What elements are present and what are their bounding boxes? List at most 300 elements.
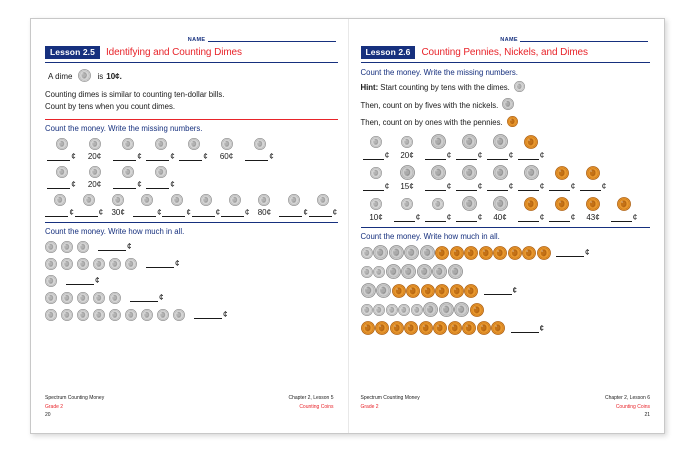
answer-blank[interactable] — [549, 213, 570, 222]
exercise-row — [361, 196, 651, 222]
dime-def-pre: A dime — [48, 72, 73, 81]
answer-blank[interactable] — [611, 213, 632, 222]
answer-cell — [423, 182, 454, 191]
name-rule — [520, 40, 648, 42]
answer-cell — [243, 152, 276, 161]
footer-topic: Counting Coins — [299, 403, 334, 410]
dime-icon — [221, 138, 233, 150]
exercise-row — [361, 245, 651, 260]
answer-cell — [392, 151, 423, 160]
left-page — [31, 19, 348, 433]
dime-icon — [112, 194, 124, 206]
answer-cell — [279, 208, 308, 217]
nickel-icon — [431, 165, 446, 180]
exercise-row — [45, 194, 338, 217]
answer-blank[interactable] — [146, 180, 169, 189]
answer-slot — [511, 324, 544, 333]
dime-icon — [411, 304, 423, 316]
dime-icon — [171, 194, 183, 206]
dime-icon — [258, 194, 270, 206]
penny-icon — [522, 246, 536, 260]
coin-cell — [361, 136, 392, 148]
penny-icon — [555, 166, 569, 180]
penny-icon — [508, 246, 522, 260]
answer-cell — [250, 208, 279, 217]
exercise-row — [45, 138, 338, 161]
penny-icon — [493, 246, 507, 260]
answer-cell — [162, 208, 191, 217]
answer-cell — [392, 182, 423, 191]
answer-sequence — [361, 213, 651, 222]
cents-symbol: ¢ — [508, 151, 514, 160]
instruction-how-much-in-all: Count the money. Write how much in all. — [45, 226, 185, 236]
nickel-icon — [417, 264, 432, 279]
exercise-row — [361, 302, 651, 317]
dime-icon — [77, 309, 89, 321]
dime-icon — [370, 167, 382, 179]
answer-cell — [78, 180, 111, 189]
dime-icon — [155, 138, 167, 150]
nickel-icon — [432, 264, 447, 279]
answer-cell — [210, 152, 243, 161]
answer-cell — [547, 182, 578, 191]
nickel-icon — [376, 283, 391, 298]
dime-icon — [141, 194, 153, 206]
answer-blank[interactable] — [556, 248, 584, 257]
answer-cell — [454, 151, 485, 160]
cents-symbol: ¢ — [175, 259, 180, 269]
coin-cell — [162, 194, 191, 206]
nickel-icon — [462, 165, 477, 180]
coin-cell — [45, 194, 74, 206]
instruction-how-much-in-all: Count the money. Write how much in all. — [360, 232, 500, 241]
cents-symbol: ¢ — [384, 182, 390, 191]
answer-value: 60¢ — [219, 151, 234, 161]
hint-label: Hint: — [360, 83, 379, 92]
answer-slot — [98, 242, 131, 251]
dime-icon — [361, 247, 373, 259]
instruction-missing-numbers: Count the money. Write the missing numbers. — [360, 68, 518, 77]
cents-symbol: ¢ — [539, 213, 545, 222]
nickel-icon — [386, 264, 401, 279]
dime-icon — [401, 136, 413, 148]
coin-cell — [104, 194, 133, 206]
answer-slot — [556, 248, 589, 257]
answer-blank[interactable] — [394, 213, 415, 222]
total-exercise — [45, 292, 338, 304]
answer-blank[interactable] — [113, 152, 136, 161]
penny-icon — [586, 197, 600, 211]
answer-cell — [609, 213, 640, 222]
penny-icon — [361, 321, 375, 335]
answer-cell — [361, 213, 392, 222]
penny-icon — [375, 321, 389, 335]
nickel-icon — [420, 245, 435, 260]
answer-sequence — [361, 151, 651, 160]
nickel-icon — [462, 196, 477, 211]
section-rule-navy — [45, 222, 338, 223]
dime-icon — [157, 309, 169, 321]
answer-blank[interactable] — [47, 152, 70, 161]
dime-icon — [122, 138, 134, 150]
answer-blank[interactable] — [245, 152, 268, 161]
dime-icon — [125, 309, 137, 321]
answer-blank[interactable] — [363, 182, 384, 191]
dime-icon — [45, 241, 57, 253]
nickel-icon — [401, 264, 416, 279]
cents-symbol: ¢ — [570, 182, 576, 191]
cents-symbol: ¢ — [477, 151, 483, 160]
answer-blank[interactable] — [279, 208, 302, 217]
answer-blank[interactable] — [518, 182, 539, 191]
lesson-badge: Lesson 2.6 — [361, 46, 416, 59]
penny-icon — [491, 321, 505, 335]
answer-cell — [221, 208, 250, 217]
answer-value: 20¢ — [87, 179, 102, 189]
nickel-icon — [373, 245, 388, 260]
penny-icon — [419, 321, 433, 335]
penny-icon — [507, 116, 518, 129]
footer-topic: Counting Coins — [615, 403, 650, 410]
name-rule — [208, 40, 336, 42]
dime-icon — [373, 304, 385, 316]
exercise-row — [361, 321, 651, 335]
dime-def-mid: is — [97, 72, 104, 81]
cents-symbol: ¢ — [71, 151, 76, 161]
answer-blank[interactable] — [518, 213, 539, 222]
answer-value: 10¢ — [369, 213, 383, 222]
answer-blank[interactable] — [363, 151, 384, 160]
dime-icon — [45, 258, 57, 270]
coin-cell — [221, 194, 250, 206]
answer-cell — [547, 213, 578, 222]
cents-symbol: ¢ — [223, 310, 228, 320]
dime-icon — [45, 275, 57, 287]
cents-symbol: ¢ — [69, 207, 74, 217]
hint-text-nickels: Then, count on by fives with the nickels. — [360, 100, 499, 110]
answer-cell — [78, 152, 111, 161]
lesson-title: Counting Pennies, Nickels, and Dimes — [421, 47, 588, 58]
answer-cell — [423, 151, 454, 160]
answer-slot — [484, 286, 517, 295]
coin-cell — [243, 138, 276, 150]
dime-icon — [56, 166, 68, 178]
penny-icon — [406, 284, 420, 298]
coin-sequence — [361, 196, 651, 211]
coin-cell — [210, 138, 243, 150]
answer-blank[interactable] — [511, 324, 539, 333]
answer-value: 30¢ — [111, 207, 125, 217]
answer-blank[interactable] — [130, 293, 158, 302]
answer-cell — [308, 208, 337, 217]
coin-cell — [279, 194, 308, 206]
coin-cell — [485, 196, 516, 211]
answer-blank[interactable] — [487, 151, 508, 160]
cents-symbol: ¢ — [244, 207, 250, 217]
dime-icon — [93, 258, 105, 270]
dime-icon — [173, 309, 185, 321]
exercise-row — [361, 283, 651, 298]
penny-icon — [555, 197, 569, 211]
cents-symbol: ¢ — [539, 151, 545, 160]
body-line-2: Count by tens when you count dimes. — [45, 102, 176, 112]
penny-icon — [537, 246, 551, 260]
answer-blank[interactable] — [456, 213, 477, 222]
footer-grade: Grade 2 — [360, 403, 379, 410]
penny-icon — [392, 284, 406, 298]
coin-sequence — [361, 165, 651, 180]
answer-blank[interactable] — [425, 151, 446, 160]
cents-symbol: ¢ — [98, 207, 104, 217]
dime-def-value: 10¢. — [106, 72, 122, 81]
dime-icon — [398, 304, 410, 316]
answer-blank[interactable] — [194, 310, 222, 319]
header-rule — [361, 62, 651, 63]
answer-cell — [361, 182, 392, 191]
coin-cell — [485, 165, 516, 180]
penny-icon — [464, 246, 478, 260]
dime-icon — [386, 304, 398, 316]
cents-symbol: ¢ — [170, 151, 175, 161]
missing-number-exercises-right — [361, 134, 651, 222]
cents-symbol: ¢ — [508, 182, 514, 191]
dime-icon — [77, 241, 89, 253]
answer-blank[interactable] — [425, 213, 446, 222]
name-label: NAME — [187, 37, 206, 43]
answer-blank[interactable] — [146, 259, 174, 268]
cents-symbol: ¢ — [203, 151, 208, 161]
answer-blank[interactable] — [98, 242, 126, 251]
answer-value: 40¢ — [493, 213, 507, 222]
answer-cell — [361, 151, 392, 160]
answer-slot — [194, 310, 227, 319]
answer-blank[interactable] — [47, 180, 70, 189]
coin-cell — [547, 197, 578, 211]
coin-cell — [250, 194, 279, 206]
answer-cell — [485, 213, 516, 222]
hint-line-3 — [361, 116, 651, 129]
penny-icon — [479, 246, 493, 260]
answer-blank[interactable] — [133, 208, 156, 217]
answer-blank[interactable] — [518, 151, 539, 160]
answer-sequence — [45, 208, 338, 217]
answer-cell — [423, 213, 454, 222]
cents-symbol: ¢ — [332, 207, 338, 217]
coin-cell — [133, 194, 162, 206]
answer-blank[interactable] — [309, 208, 332, 217]
cents-symbol: ¢ — [137, 151, 142, 161]
dime-icon — [122, 166, 134, 178]
cents-symbol: ¢ — [71, 179, 76, 189]
answer-blank[interactable] — [75, 208, 98, 217]
dime-icon — [89, 138, 101, 150]
dime-definition — [45, 69, 338, 84]
dime-icon — [188, 138, 200, 150]
footer-left — [45, 394, 334, 419]
footer-page-number: 20 — [45, 411, 51, 418]
cents-symbol: ¢ — [384, 151, 390, 160]
penny-icon — [390, 321, 404, 335]
coin-cell — [45, 138, 78, 150]
cents-symbol: ¢ — [539, 182, 545, 191]
coin-cell — [578, 197, 609, 211]
answer-blank[interactable] — [580, 182, 601, 191]
penny-icon — [435, 246, 449, 260]
nickel-icon — [524, 165, 539, 180]
answer-blank[interactable] — [45, 208, 68, 217]
answer-blank[interactable] — [456, 151, 477, 160]
lesson-header-left — [45, 46, 338, 59]
dime-icon — [54, 194, 66, 206]
answer-cell — [45, 180, 78, 189]
cents-symbol: ¢ — [137, 179, 142, 189]
answer-blank[interactable] — [66, 276, 94, 285]
coin-cell — [78, 138, 111, 150]
nickel-icon — [439, 302, 454, 317]
dime-icon — [432, 198, 444, 210]
footer-grade: Grade 2 — [45, 403, 64, 410]
dime-icon — [93, 309, 105, 321]
coin-cell — [392, 165, 423, 180]
answer-blank[interactable] — [487, 182, 508, 191]
dime-icon — [109, 258, 121, 270]
coin-cell — [485, 134, 516, 149]
answer-cell — [191, 208, 220, 217]
footer-chapter-lesson: Chapter 2, Lesson 6 — [604, 395, 650, 402]
dime-icon — [45, 309, 57, 321]
answer-blank[interactable] — [146, 152, 169, 161]
exercise-row — [45, 292, 338, 304]
cents-symbol: ¢ — [269, 151, 274, 161]
lesson-title: Identifying and Counting Dimes — [105, 47, 242, 58]
dime-icon — [317, 194, 329, 206]
section-rule-red — [45, 119, 338, 120]
total-exercise — [45, 258, 338, 270]
coin-cell — [392, 198, 423, 210]
answer-cell — [516, 151, 547, 160]
dime-icon — [288, 194, 300, 206]
nickel-icon — [404, 245, 419, 260]
total-exercise — [45, 241, 338, 253]
header-rule — [45, 62, 338, 63]
exercise-row — [45, 241, 338, 253]
nickel-icon — [454, 302, 469, 317]
answer-sequence — [45, 152, 338, 161]
cents-symbol: ¢ — [415, 213, 421, 222]
cents-symbol: ¢ — [446, 151, 452, 160]
dime-icon — [125, 258, 137, 270]
nickel-icon — [361, 283, 376, 298]
coin-cell — [547, 166, 578, 180]
footer-page-number: 21 — [644, 411, 650, 418]
lesson-header-right — [361, 46, 651, 59]
penny-icon — [470, 303, 484, 317]
penny-icon — [448, 321, 462, 335]
answer-blank[interactable] — [179, 152, 202, 161]
nickel-icon — [493, 165, 508, 180]
answer-cell — [104, 208, 133, 217]
cents-symbol: ¢ — [95, 276, 100, 286]
nickel-icon — [423, 302, 438, 317]
dime-icon — [229, 194, 241, 206]
dime-icon — [93, 292, 105, 304]
answer-sequence — [45, 180, 338, 189]
coin-cell — [454, 196, 485, 211]
answer-blank[interactable] — [221, 208, 244, 217]
answer-blank[interactable] — [192, 208, 215, 217]
cents-symbol: ¢ — [632, 213, 638, 222]
penny-icon — [421, 284, 435, 298]
cents-symbol: ¢ — [585, 248, 590, 257]
footer-right — [361, 394, 651, 419]
coin-cell — [144, 166, 177, 178]
exercise-row — [45, 309, 338, 321]
total-exercise — [45, 309, 338, 321]
dime-icon — [514, 81, 525, 94]
answer-blank[interactable] — [113, 180, 136, 189]
coin-sequence — [361, 134, 651, 149]
cents-symbol: ¢ — [512, 286, 517, 295]
footer-book-title: Spectrum Counting Money — [45, 395, 105, 402]
coin-cell — [454, 165, 485, 180]
penny-icon — [524, 197, 538, 211]
cents-symbol: ¢ — [477, 182, 483, 191]
total-exercises-left — [45, 241, 338, 321]
answer-blank[interactable] — [456, 182, 477, 191]
footer-book-title: Spectrum Counting Money — [360, 395, 420, 402]
answer-value: 15¢ — [400, 182, 414, 191]
dime-icon — [141, 309, 153, 321]
answer-blank[interactable] — [425, 182, 446, 191]
cents-symbol: ¢ — [170, 179, 175, 189]
total-exercises-right — [361, 245, 651, 335]
answer-slot — [146, 259, 179, 268]
nickel-icon — [493, 134, 508, 149]
dime-icon — [254, 138, 266, 150]
answer-blank[interactable] — [549, 182, 570, 191]
nickel-icon — [448, 264, 463, 279]
dime-icon — [77, 292, 89, 304]
coin-cell — [454, 134, 485, 149]
answer-blank[interactable] — [162, 208, 185, 217]
answer-value: 43¢ — [586, 213, 600, 222]
instruction-missing-numbers: Count the money. Write the missing numbers. — [45, 123, 203, 133]
answer-cell — [45, 152, 78, 161]
cents-symbol: ¢ — [186, 207, 191, 217]
coin-cell — [516, 135, 547, 149]
coin-cell — [392, 136, 423, 148]
penny-icon — [586, 166, 600, 180]
answer-cell — [485, 182, 516, 191]
dime-icon — [401, 198, 413, 210]
nickel-icon — [502, 98, 514, 112]
penny-icon — [477, 321, 491, 335]
penny-icon — [435, 284, 449, 298]
name-line-right — [361, 29, 651, 43]
cents-symbol: ¢ — [157, 207, 162, 217]
answer-slot — [66, 276, 99, 285]
dime-icon — [89, 166, 101, 178]
answer-cell — [45, 208, 74, 217]
hint-line-2 — [361, 98, 651, 112]
coin-cell — [177, 138, 210, 150]
penny-icon — [464, 284, 478, 298]
answer-cell — [392, 213, 423, 222]
penny-icon — [524, 135, 538, 149]
answer-blank[interactable] — [484, 286, 512, 295]
dime-icon — [200, 194, 212, 206]
coin-cell — [78, 166, 111, 178]
